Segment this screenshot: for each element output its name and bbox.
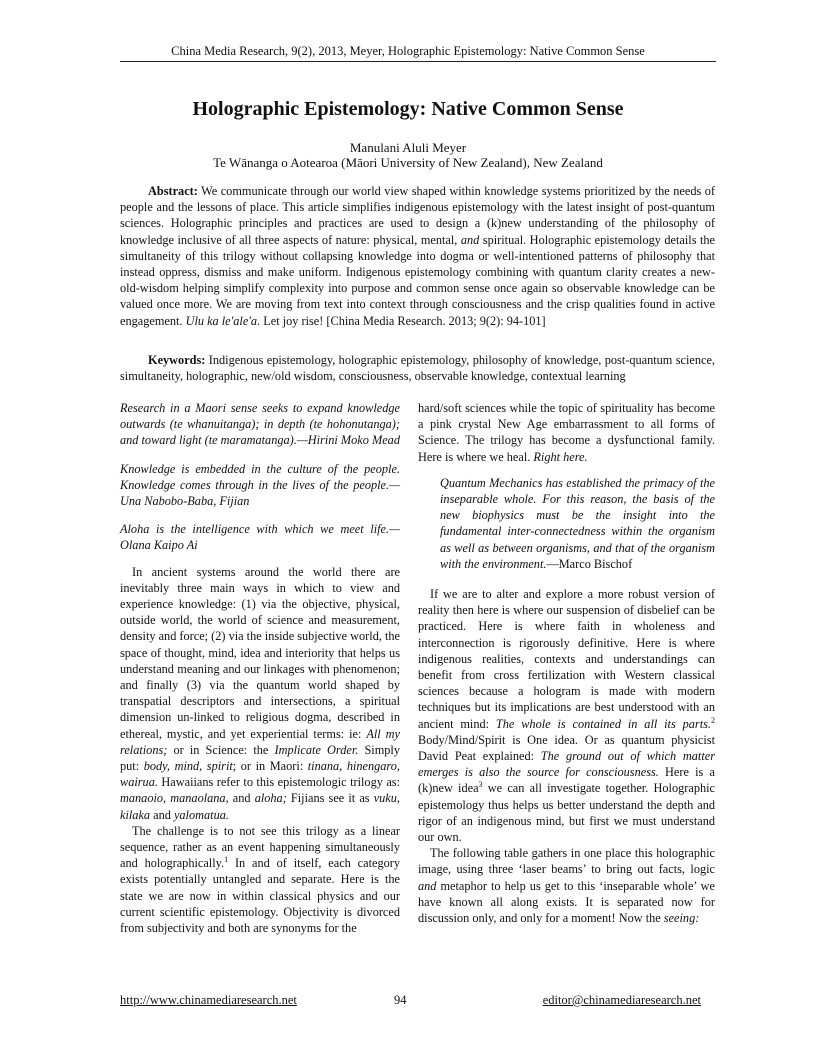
emphasis: yalomatua. — [173, 807, 229, 822]
emphasis: tinana, hinengaro, wairua. — [120, 759, 400, 790]
body-text: and — [150, 807, 174, 822]
footnote-marker: 1 — [224, 855, 229, 865]
body-text: Hawaiians refer to this epistemologic trilogy as: — [157, 775, 400, 790]
abstract-hawaiian-phrase: Ulu ka le'ale'a. — [185, 313, 261, 328]
footnote-marker: 3 — [478, 780, 483, 790]
body-text: If we are to alter and explore a more robust version of reality then here is where our suspension of disbelief can be practiced. Here is where faith in wholeness and interconnection is rigorously definitive. Here is where indigenous realities, contexts and understandings can benefit from cross fertilization with Western classical sciences because a hologram is made with modern techniques but its implications are best understood with an ancient mind: — [418, 587, 715, 731]
body-text: , and — [225, 791, 255, 806]
quote-text: Quantum Mechanics has established the primacy of the inseparable whole. For this reason, the basis of the new biophysics must be the insight into the fundamental inter-connectedness within the organism as well as between organisms, and that of the organism with the environment. — [440, 475, 715, 571]
body-text: or in Science: the — [167, 742, 275, 757]
abstract-label: Abstract: — [148, 184, 198, 198]
body-text: ; or in Maori: — [232, 759, 308, 774]
emphasis: body, mind, spirit — [143, 759, 233, 774]
body-paragraph — [120, 564, 400, 823]
emphasis: vuku, kilaka — [120, 791, 400, 822]
emphasis: manaoio, manaolana — [120, 791, 226, 806]
body-paragraph — [418, 400, 715, 465]
footnote-marker: 2 — [710, 715, 715, 725]
epigraph-kaipo-ai: Aloha is the intelligence with which we meet life.—Olana Kaipo Ai — [120, 522, 400, 553]
body-text: In ancient systems around the world there are inevitably three main ways in which to view and experience knowledge: (1) via the objective, physical, outside world, the world of science and measurement, density and force; (2) via the inside subjective world, the space of thought, mind, idea and interiority that helps us understand meaning and our linkages with phenomenon; and finally (3) via the quantum world shaped by transpatial descriptors and intersections, a spiritual dimension un-linked to religious dogma, described in ethereal, mystic, and yet experiential terms: ie: — [120, 564, 401, 741]
abstract — [120, 183, 715, 329]
abstract-text: We communicate through our world view shaped within knowledge systems prioritized by the needs of people and the lessons of place. This article simplifies indigenous epistemology with the latest insight of post-quantum sciences. Holographic principles and practices are used to design a (k)new understanding of the philosophy of knowledge inclusive of all three aspects of nature: physical, mental, — [120, 184, 715, 247]
body-paragraph — [418, 586, 715, 845]
body-text: In and of itself, each category exists potentially untangled and separate. Here is the state we are now in within classical physics and our current scientific epistemology. Objectivity is divorced from subjectivity and both are synonyms for the — [120, 856, 401, 936]
emphasis: The whole is contained in all its parts. — [495, 716, 711, 731]
emphasis: All my relations; — [120, 726, 400, 757]
body-paragraph — [418, 845, 715, 926]
running-head: China Media Research, 9(2), 2013, Meyer, Holographic Epistemology: Native Common Sense — [171, 44, 645, 58]
author-affiliation: Te Wānanga o Aotearoa (Māori University of New Zealand), New Zealand — [213, 155, 603, 170]
keywords-label: Keywords: — [148, 353, 206, 367]
emphasis: Right here. — [533, 449, 588, 464]
abstract-citation: Let joy rise! [China Media Research. 2013; 9(2): 94-101] — [260, 313, 546, 328]
emphasis: aloha; — [254, 791, 287, 806]
article-title: Holographic Epistemology: Native Common Sense — [192, 98, 624, 120]
body-text: Simply put: — [120, 742, 400, 774]
abstract-text: spiritual. Holographic epistemology details the simultaneity of this trilogy without collapsing knowledge into dogma or well-intentioned patterns of philosophy that instead oppress, dismiss and make uniform. Indigenous epistemology combining with quantum clarity creates a new-old-wisdom helping simplify complexity into purpose and common sense once again so observable knowledge can be valued once more. We are moving from text into context through consciousness and the crisp qualities found in active engagement. — [120, 232, 716, 328]
left-column — [120, 400, 400, 936]
footer-website-link[interactable]: http://www.chinamediaresearch.net — [120, 993, 297, 1007]
emphasis: seeing: — [663, 911, 700, 926]
emphasis: and — [418, 878, 437, 893]
footer-email-link[interactable]: editor@chinamediaresearch.net — [542, 993, 701, 1007]
body-text: Fijians see it as — [286, 791, 374, 806]
emphasis: Implicate Order. — [274, 742, 359, 757]
quote-attribution: —Marco Bischof — [546, 556, 633, 571]
body-text: The challenge is to not see this trilogy as a linear sequence, rather as an event happening simultaneously and holographically. — [120, 823, 400, 871]
block-quote-bischof — [418, 475, 715, 572]
right-column — [418, 400, 715, 926]
body-text: we can all investigate together. Holographic epistemology thus helps us better understand the depth and rigor of an indigenous mind, but first we must understand our own. — [418, 781, 715, 845]
keywords — [120, 352, 715, 384]
epigraph-mead: Research in a Maori sense seeks to expand knowledge outwards (te whanuitanga); in depth (te hohonutanga); and toward light (te maramatanga).—Hirini Moko Mead — [120, 401, 400, 448]
body-text: Here is a (k)new idea — [418, 765, 715, 796]
body-text: metaphor to help us get to this ‘inseparable whole’ we have known all along exists. It is separated now for discussion only, and only for a moment! Now the — [418, 878, 715, 926]
body-text: The following table gathers in one place this holographic image, using three ‘laser beams’ to bring out facts, logic — [418, 846, 715, 877]
abstract-emphasis: and — [460, 232, 480, 247]
page-number: 94 — [394, 993, 407, 1007]
body-paragraph — [120, 823, 400, 936]
body-text: Body/Mind/Spirit is One idea. Or as quantum physicist David Peat explained: — [418, 732, 715, 764]
epigraph-nabobo-baba: Knowledge is embedded in the culture of the people. Knowledge comes through in the lives of the people.—Una Nabobo-Baba, Fijian — [120, 461, 400, 509]
body-text: hard/soft sciences while the topic of spirituality has become a pink crystal New Age embarrassment to all forms of Science. The trilogy has become a dysfunctional family. Here is where we heal. — [418, 401, 715, 464]
author-name: Manulani Aluli Meyer — [349, 140, 467, 155]
keywords-text: Indigenous epistemology, holographic epistemology, philosophy of knowledge, post-quantum science, simultaneity, holographic, new/old wisdom, consciousness, observable knowledge, contextual learning — [120, 353, 715, 384]
emphasis: The ground out of which matter emerges is also the source for consciousness. — [418, 749, 715, 780]
header-rule — [120, 61, 716, 62]
